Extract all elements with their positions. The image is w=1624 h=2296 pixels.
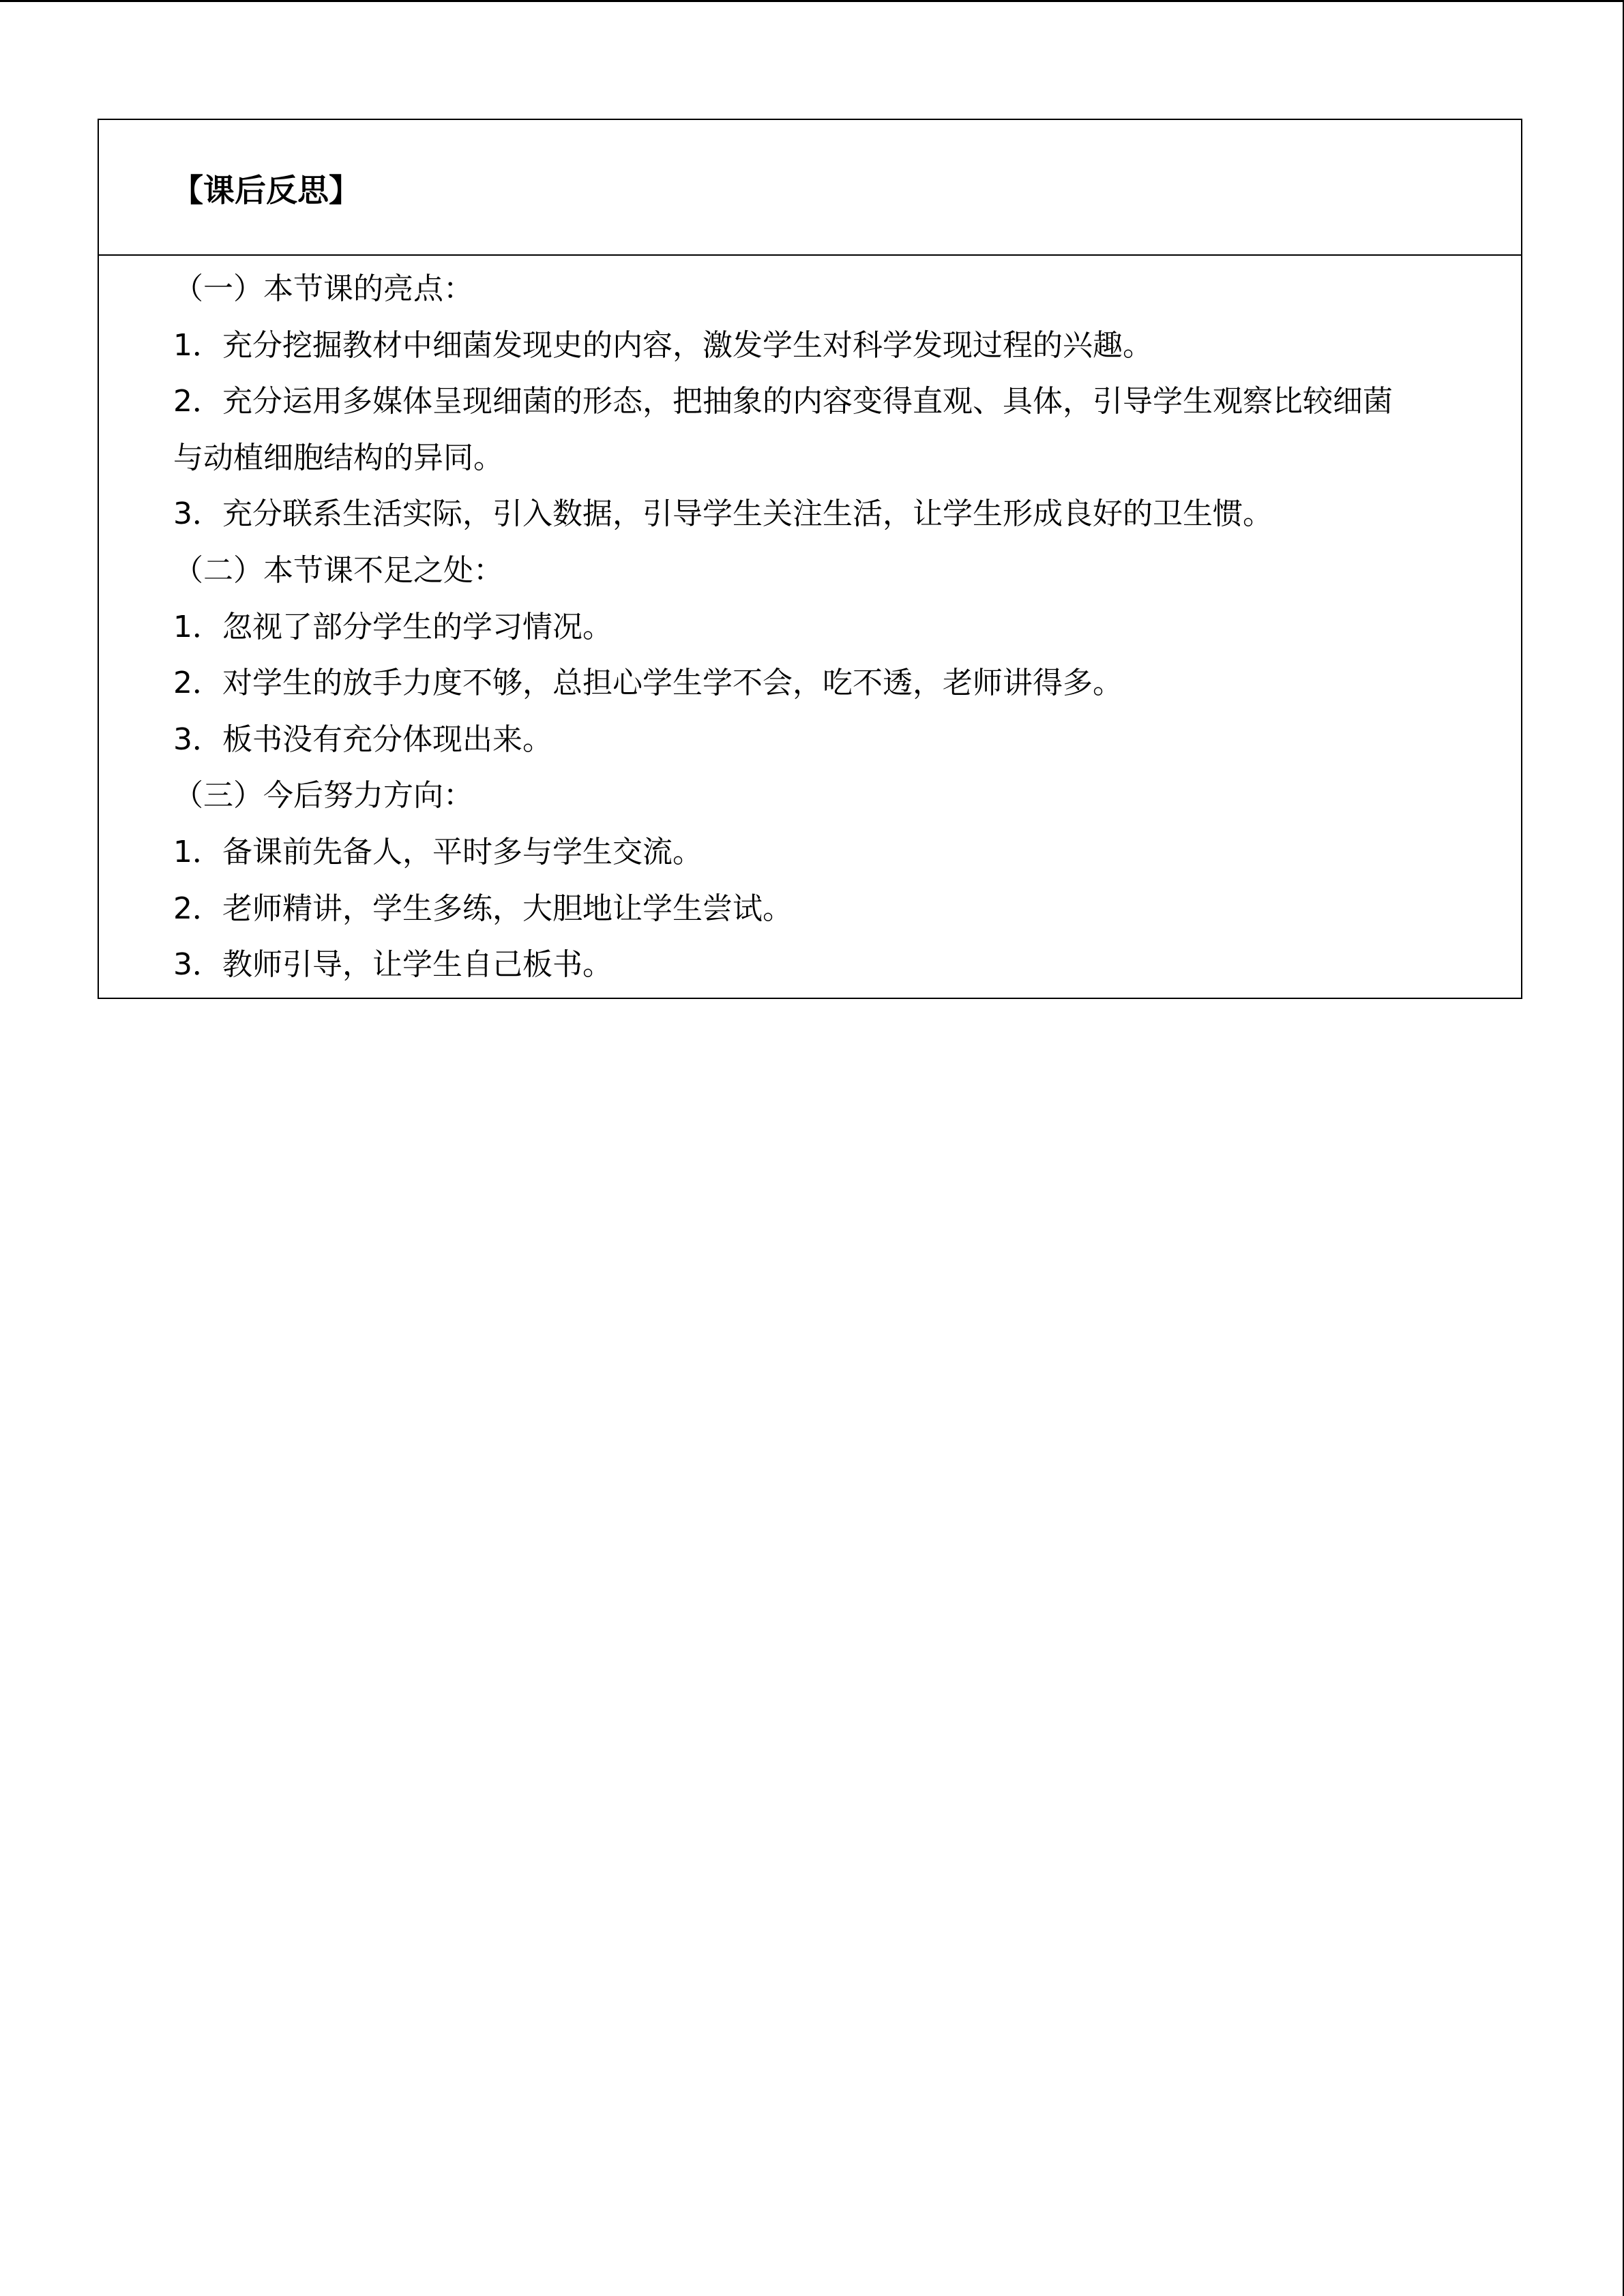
improvement-item-3: 3．教师引导，让学生自己板书。: [173, 947, 612, 983]
table-body-cell: [99, 256, 1521, 998]
reflection-table: [98, 119, 1522, 999]
highlight-item-1: 1．充分挖掘教材中细菌发现史的内容，激发学生对科学发现过程的兴趣。: [173, 327, 1153, 363]
shortcoming-item-3: 3．板书没有充分体现出来。: [173, 721, 552, 757]
subheading-shortcomings: （二）本节课不足之处：: [173, 552, 503, 588]
page-top-border: [0, 0, 1624, 2]
improvement-item-2: 2．老师精讲，学生多练，大胆地让学生尝试。: [173, 891, 793, 926]
table-header-cell: [99, 120, 1521, 256]
section-title: 【课后反思】: [172, 172, 360, 209]
shortcoming-item-2: 2．对学生的放手力度不够，总担心学生学不会，吃不透，老师讲得多。: [173, 666, 1123, 701]
highlight-item-2-continued: 与动植细胞结构的异同。: [173, 440, 503, 475]
highlight-item-3: 3．充分联系生活实际，引入数据，引导学生关注生活，让学生形成良好的卫生惯。: [173, 496, 1273, 532]
shortcoming-item-1: 1．忽视了部分学生的学习情况。: [173, 609, 612, 644]
highlight-item-2: 2．充分运用多媒体呈现细菌的形态，把抽象的内容变得直观、具体，引导学生观察比较细菌: [173, 384, 1393, 419]
improvement-item-1: 1．备课前先备人，平时多与学生交流。: [173, 834, 703, 869]
subheading-highlights: （一）本节课的亮点：: [173, 271, 473, 306]
subheading-improvements: （三）今后努力方向：: [173, 778, 473, 814]
